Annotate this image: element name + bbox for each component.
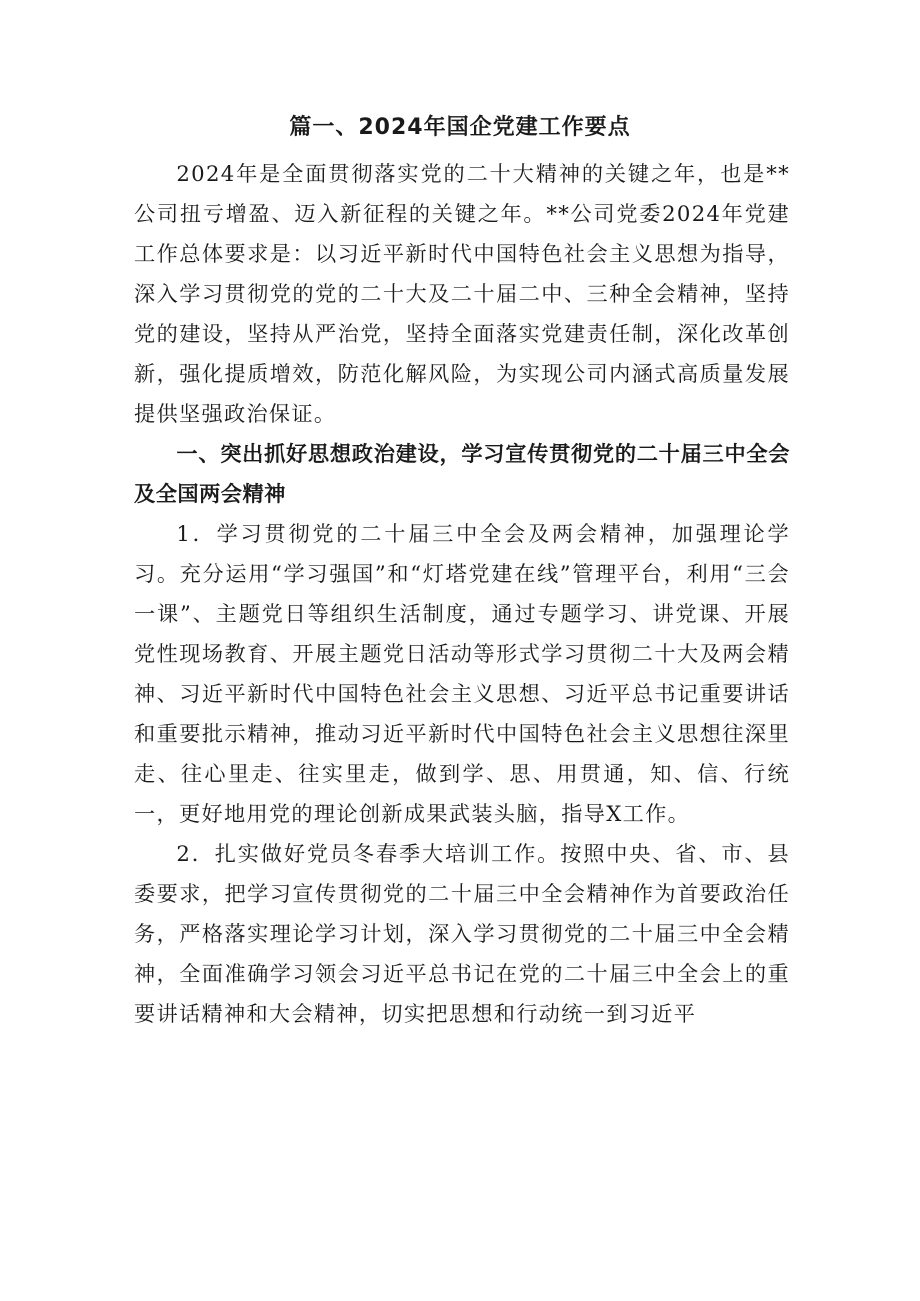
section-heading-1: 一、突出抓好思想政治建设，学习宣传贯彻党的二十届三中全会及全国两会精神 xyxy=(134,441,790,506)
item-paragraph-1: 1．学习贯彻党的二十届三中全会及两会精神，加强理论学习。充分运用“学习强国”和“灯塔党建在线”管理平台，利用“三会一课”、主题党日等组织生活制度，通过专题学习、讲党课、开展党性现场教育、开展主题党日活动等形式学习贯彻二十大及两会精神、习近平新时代中国特色社会主义思想、习近平总书记重要讲话和重要批示精神，推动习近平新时代中国特色社会主义思想往深里走、往心里走、往实里走，做到学、思、用贯通，知、信、行统一，更好地用党的理论创新成果武装头脑，指导X工作。 xyxy=(134,521,790,826)
document-body xyxy=(134,154,790,1034)
document-title: 篇一、2024年国企党建工作要点 xyxy=(289,115,631,140)
intro-paragraph: 2024年是全面贯彻落实党的二十大精神的关键之年，也是**公司扭亏增盈、迈入新征程的关键之年。**公司党委2024年党建工作总体要求是：以习近平新时代中国特色社会主义思想为指导，深入学习贯彻党的党的二十大及二十届二中、三种全会精神，坚持党的建设，坚持从严治党，坚持全面落实党建责任制，深化改革创新，强化提质增效，防范化解风险，为实现公司内涵式高质量发展提供坚强政治保证。 xyxy=(134,161,790,426)
item-paragraph-2: 2．扎实做好党员冬春季大培训工作。按照中央、省、市、县委要求，把学习宣传贯彻党的二十届三中全会精神作为首要政治任务，严格落实理论学习计划，深入学习贯彻党的二十届三中全会精神，全面准确学习领会习近平总书记在党的二十届三中全会上的重要讲话精神和大会精神，切实把思想和行动统一到习近平 xyxy=(134,841,790,1026)
